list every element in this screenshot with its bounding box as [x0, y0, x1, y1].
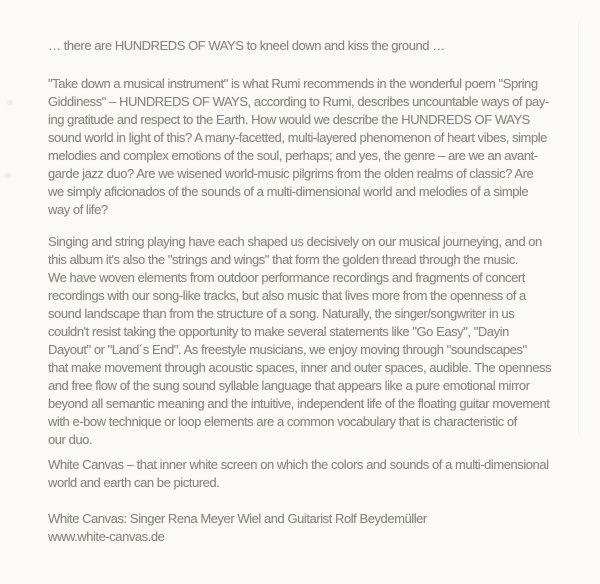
text-line: melodies and complex emotions of the soul, perhaps; and yes, the genre – are we an avant-	[48, 148, 538, 163]
booklet-text	[48, 31, 568, 546]
scan-smudge	[4, 173, 11, 178]
text-line: sound landscape than from the structure of a song. Naturally, the singer/songwriter in us	[48, 306, 515, 321]
paragraph-epigraph	[48, 37, 568, 55]
text-line: White Canvas – that inner white screen on which the colors and sounds of a multi-dimensional	[48, 457, 549, 472]
text-line: couldn't resist taking the opportunity to make several statements like "Go Easy", "Dayin	[48, 324, 509, 339]
text-line: with e-bow technique or loop elements are a common vocabulary that is characteristic of	[48, 414, 517, 429]
scan-edge-artifact	[577, 22, 579, 434]
text-line: "Take down a musical instrument" is what Rumi recommends in the wonderful poem "Spring	[48, 76, 538, 91]
text-line: recordings with our song-like tracks, but also music that lives more from the openness of a	[48, 288, 526, 303]
paragraph-main	[48, 233, 568, 449]
text-line: ing gratitude and respect to the Earth. How would we describe the HUNDREDS OF WAYS	[48, 112, 530, 127]
text-line: White Canvas: Singer Rena Meyer Wiel and Guitarist Rolf Beydemüller	[48, 511, 427, 526]
text-line: we simply aficionados of the sounds of a multi-dimensional world and melodies of a simple	[48, 184, 529, 199]
paragraph-note	[48, 456, 568, 492]
text-line: … there are HUNDREDS OF WAYS to kneel down and kiss the ground …	[48, 38, 445, 53]
scan-smudge	[7, 100, 13, 105]
text-line: way of life?	[48, 202, 108, 217]
text-line: We have woven elements from outdoor performance recordings and fragments of concert	[48, 270, 525, 285]
text-line: Giddiness" – HUNDREDS OF WAYS, according to Rumi, describes uncountable ways of pay-	[48, 94, 549, 109]
text-line: and free flow of the sung sound syllable language that appears like a pure emotional mirror	[48, 378, 530, 393]
text-line: world and earth can be pictured.	[48, 475, 220, 490]
text-line: beyond all semantic meaning and the intuitive, independent life of the floating guitar movement	[48, 396, 550, 411]
text-line: www.white-canvas.de	[48, 529, 165, 544]
text-line: our duo.	[48, 432, 93, 447]
text-line: this album it's also the "strings and wings" that form the golden thread through the music.	[48, 252, 519, 267]
text-line: sound world in light of this? A many-facetted, multi-layered phenomenon of heart vibes, simple	[48, 130, 547, 145]
paragraph-intro	[48, 75, 568, 219]
text-line: garde jazz duo? Are we wisened world-music pilgrims from the olden realms of classic? Are	[48, 166, 534, 181]
text-line: Singing and string playing have each shaped us decisively on our musical journeying, and on	[48, 234, 542, 249]
paragraph-credits	[48, 510, 568, 546]
text-line: that make movement through acoustic spaces, inner and outer spaces, audible. The openness	[48, 360, 552, 375]
text-line: Dayout" or "Land´s End". As freestyle musicians, we enjoy moving through "soundscapes"	[48, 342, 527, 357]
